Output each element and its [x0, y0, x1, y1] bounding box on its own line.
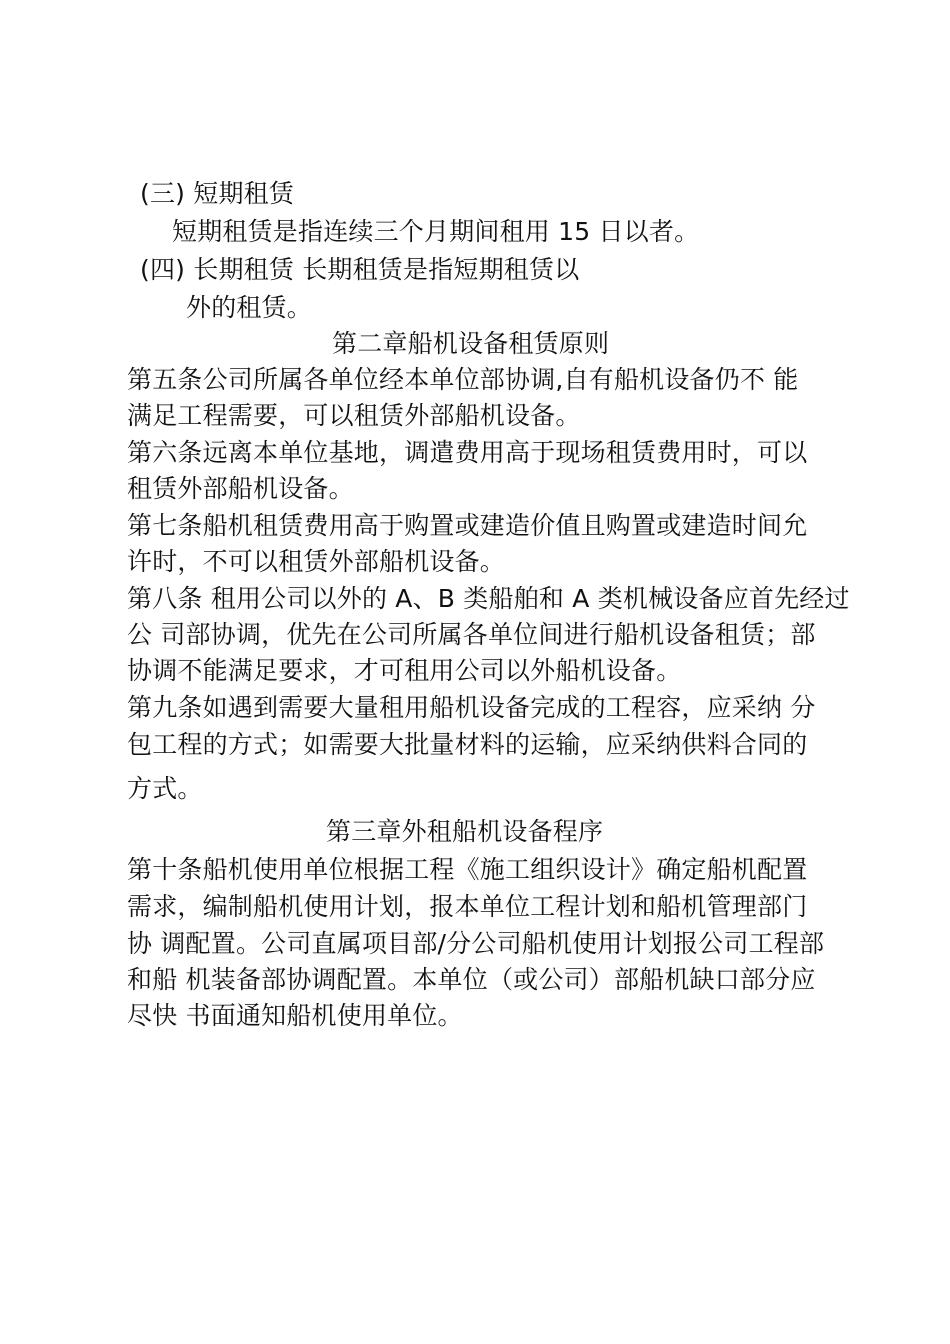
- paragraph-line: 短期租赁是指连续三个月期间租用 15 日以者。: [172, 217, 700, 246]
- article-6-line: 第六条远离本单位基地，调遣费用高于现场租赁费用时，可以: [127, 438, 808, 467]
- article-10-line: 尽快 书面通知船机使用单位。: [127, 1001, 463, 1030]
- article-8-line: 协调不能满足要求，才可租用公司以外船机设备。: [127, 656, 682, 685]
- article-10-line: 需求，编制船机使用计划，报本单位工程计划和船机管理部门: [127, 892, 808, 921]
- article-6-line: 租赁外部船机设备。: [127, 474, 354, 503]
- article-5-line: 满足工程需要，可以租赁外部船机设备。: [127, 401, 581, 430]
- article-10-line: 协 调配置。公司直属项目部/分公司船机使用计划报公司工程部: [127, 929, 825, 958]
- article-7-line: 第七条船机租赁费用高于购置或建造价值且购置或建造时间允: [127, 511, 808, 540]
- article-9-line: 方式。: [127, 774, 203, 803]
- article-5-line: 第五条公司所属各单位经本单位部协调,自有船机设备仍不 能: [127, 365, 799, 394]
- section-heading-short-term-lease: (三) 短期租赁: [140, 179, 295, 208]
- article-9-line: 包工程的方式；如需要大批量材料的运输，应采纳供料合同的: [127, 730, 808, 759]
- paragraph-line: 外的租赁。: [186, 293, 313, 322]
- article-7-line: 许时，不可以租赁外部船机设备。: [127, 547, 506, 576]
- article-8-line: 公 司部协调，优先在公司所属各单位间进行船机设备租赁；部: [127, 620, 816, 649]
- section-heading-long-term-lease: (四) 长期租赁 长期租赁是指短期租赁以: [140, 255, 580, 284]
- article-8-line: 第八条 租用公司以外的 A、B 类船舶和 A 类机械设备应首先经过: [127, 584, 850, 613]
- article-10-line: 和船 机装备部协调配置。本单位（或公司）部船机缺口部分应: [127, 965, 816, 994]
- chapter-title-3: 第三章外租船机设备程序: [326, 817, 604, 846]
- article-9-line: 第九条如遇到需要大量租用船机设备完成的工程容，应采纳 分: [127, 693, 816, 722]
- chapter-title-2: 第二章船机设备租赁原则: [332, 329, 610, 358]
- article-10-line: 第十条船机使用单位根据工程《施工组织设计》确定船机配置: [127, 855, 808, 884]
